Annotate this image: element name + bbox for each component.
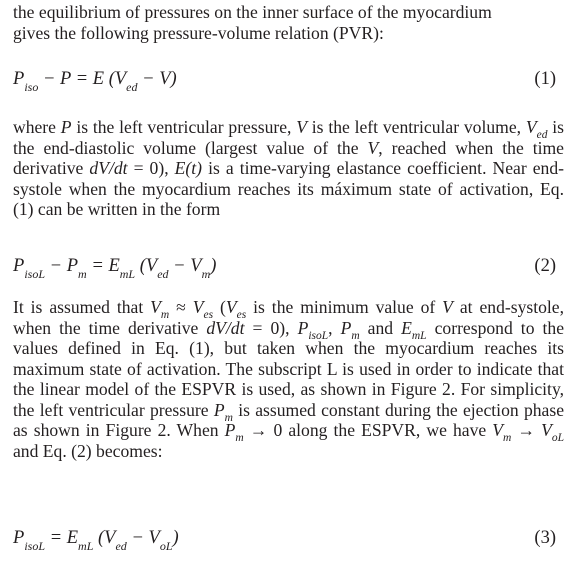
equation-3-body xyxy=(13,525,179,551)
eq2-symbol: P xyxy=(13,256,25,276)
eq3-subscript: isoL xyxy=(24,539,45,553)
paragraph-1 xyxy=(13,117,564,220)
para2-symbol: V xyxy=(225,297,237,317)
para2-text: is assumed constant during the ejection phase as shown in Figure 2. When xyxy=(13,399,564,440)
para1-text: is the left ventricular pressure, xyxy=(71,117,297,137)
para2-text: = 0), xyxy=(244,317,298,338)
equation-1-number: (1) xyxy=(534,69,556,89)
para2-symbol: V xyxy=(192,297,204,317)
para2-text: and xyxy=(359,317,402,338)
equation-2-body xyxy=(13,253,216,279)
para1-text: is a time-varying elastance coefficient. Near end-systole when the myocardium reaches its máximum state of activation, Eq. (1) can be written in the form xyxy=(13,158,565,219)
eq2-symbol: (V xyxy=(135,256,158,276)
para2-text: at end-systole, when the time derivative xyxy=(13,297,564,338)
para2-symbol: V xyxy=(541,420,552,440)
para2-text: is the minimum value of xyxy=(246,297,443,317)
eq3-symbol: ) xyxy=(172,528,179,548)
eq2-subscript: m xyxy=(201,267,211,281)
equation-3-number: (3) xyxy=(534,528,556,548)
para2-subscript: es xyxy=(203,309,214,321)
para2-subscript: m xyxy=(235,432,244,444)
para2-subscript: oL xyxy=(551,432,565,444)
para1-symbol: V xyxy=(296,117,307,137)
paragraph-2 xyxy=(13,297,564,461)
eq3-symbol: P xyxy=(13,528,25,548)
eq2-subscript: ed xyxy=(157,267,169,281)
para1-symbol: V xyxy=(525,117,537,137)
eq3-subscript: ed xyxy=(115,539,127,553)
eq2-symbol: − P xyxy=(45,256,79,276)
para2-symbol: E xyxy=(401,317,412,338)
para1-subscript: ed xyxy=(536,129,548,141)
eq3-symbol: (V xyxy=(93,528,116,548)
para1-text: is the left ventricular volume, xyxy=(306,117,526,137)
para2-symbol: V xyxy=(492,420,504,440)
equation-1-body xyxy=(13,66,177,92)
para2-symbol: P xyxy=(213,399,225,420)
eq3-subscript: oL xyxy=(159,539,173,553)
para2-symbol: P xyxy=(224,420,236,440)
para1-text: , reached when the time derivative xyxy=(13,137,564,178)
eq3-symbol: = E xyxy=(45,528,79,548)
para2-subscript: mL xyxy=(411,329,427,342)
para2-subscript: m xyxy=(224,411,233,424)
eq1-symbol: − V) xyxy=(137,69,177,89)
eq2-symbol: = E xyxy=(86,256,120,276)
para2-symbol: V xyxy=(442,297,453,317)
eq2-subscript: m xyxy=(78,267,87,281)
para1-symbol: P xyxy=(60,117,72,137)
eq2-subscript: isoL xyxy=(24,267,45,281)
para2-subscript: m xyxy=(351,329,360,342)
eq1-subscript: iso xyxy=(24,80,39,94)
para2-symbol: V xyxy=(150,297,161,317)
para2-text: correspond to the values defined in Eq. (1), but taken when the myocardium reaches its maximum state of activation. The subscript L is used in order to indicate that the linear model of the ESPVR is used, as shown in Figure 2. For simplicity, the left ventricular pressure xyxy=(13,317,565,420)
eq2-subscript: mL xyxy=(119,267,136,281)
para2-text: , xyxy=(328,317,341,338)
para1-symbol: V xyxy=(367,137,379,158)
para2-text: → xyxy=(511,420,542,440)
para2-symbol: P xyxy=(297,317,309,338)
para2-subscript: m xyxy=(503,432,512,444)
para2-text: → 0 along the ESPVR, we have xyxy=(243,420,493,440)
equation-2-number: (2) xyxy=(534,256,556,276)
para2-text: and Eq. (2) becomes: xyxy=(13,440,163,461)
para2-subscript: m xyxy=(160,309,170,321)
eq1-symbol: − P = E (V xyxy=(38,69,127,89)
eq2-symbol: ) xyxy=(210,256,217,276)
equation-3 xyxy=(13,525,564,551)
para1-text: where xyxy=(13,117,61,137)
para1-text: is the end-diastolic volume (largest value of the xyxy=(13,117,564,158)
para2-text: ( xyxy=(213,297,226,317)
eq1-symbol: P xyxy=(13,69,25,89)
para2-text: It is assumed that xyxy=(13,297,151,317)
para2-symbol: P xyxy=(340,317,352,338)
para1-symbol: dV/dt xyxy=(89,158,128,178)
eq3-symbol: − V xyxy=(126,528,160,548)
para1-symbol: E(t) xyxy=(174,158,203,178)
equation-2 xyxy=(13,253,564,279)
para2-text: ≈ xyxy=(169,297,193,317)
para1-text: = 0), xyxy=(127,158,175,178)
eq1-subscript: ed xyxy=(126,80,138,94)
equation-1 xyxy=(13,66,564,92)
eq2-symbol: − V xyxy=(168,256,202,276)
intro-line-2: gives the following pressure-volume relation (PVR): xyxy=(13,22,384,43)
para2-subscript: isoL xyxy=(308,329,329,342)
para2-symbol: dV/dt xyxy=(206,317,245,338)
eq3-subscript: mL xyxy=(78,539,94,553)
intro-paragraph xyxy=(13,2,564,43)
intro-line-1: the equilibrium of pressures on the inner surface of the myocardium xyxy=(13,2,492,22)
para2-subscript: es xyxy=(236,309,247,321)
